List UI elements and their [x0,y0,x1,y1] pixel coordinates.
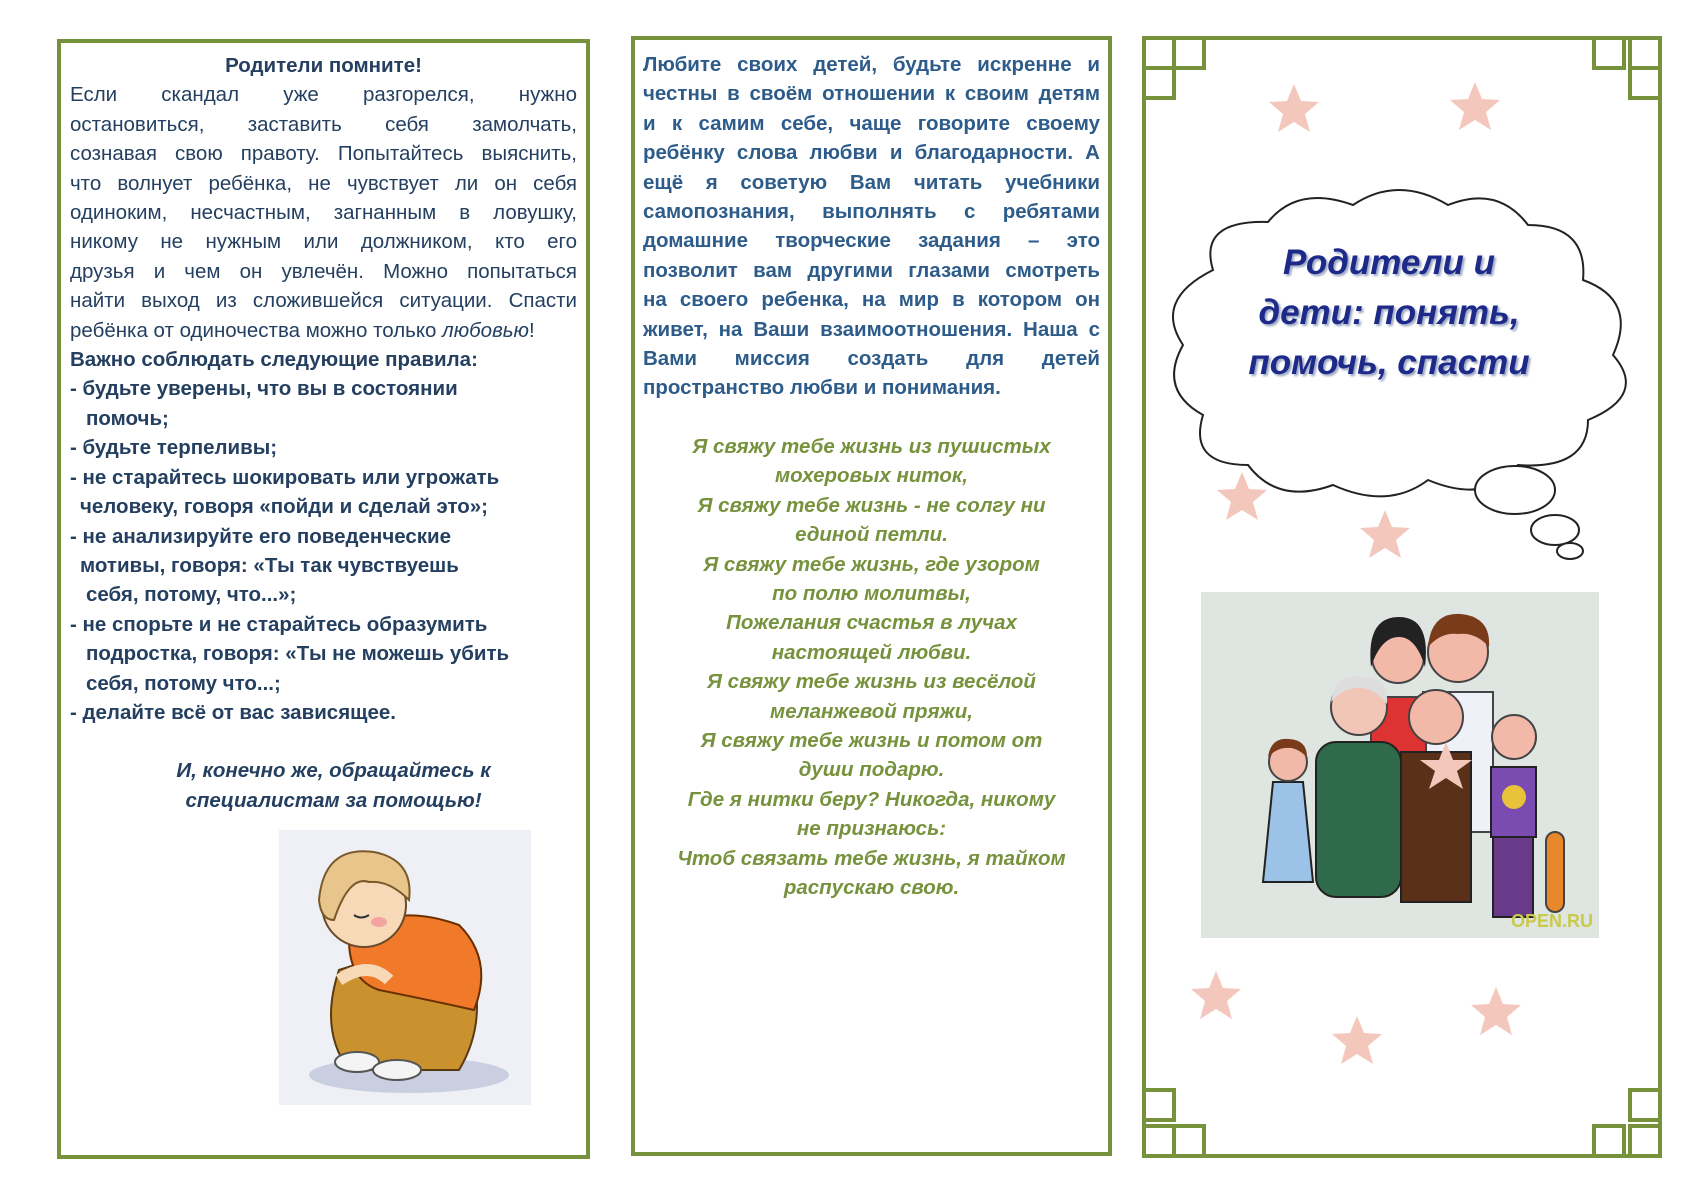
paragraph-line: Любите своих детей, будьте искренне и [643,53,1100,76]
paragraph-line: найти выход из сложившейся ситуации. Спасти [70,289,577,313]
title-line: Родители и [1282,243,1496,282]
brochure-title [1224,238,1554,388]
poem-line: по полю молитвы, [772,581,971,605]
paragraph-text: ребёнка от одиночества можно только [70,318,443,342]
poem-line: Где я нитки беру? Никогда, никому [687,787,1056,811]
family-illustration [1201,592,1599,938]
left-title: Родители помните! [225,54,422,77]
paragraph-line: Если скандал уже разгорелся, нужно [70,83,577,107]
rule-line: подростка, говоря: «Ты не можешь убить [86,642,510,666]
watermark: OPEN.RU [1510,911,1593,931]
poem-line: души подарю. [798,758,945,782]
rule-line: человеку, говоря «пойди и сделай это»; [80,495,488,519]
star-icon [1269,84,1319,132]
poem-line: распускаю свою. [783,875,960,899]
paragraph-line: на своего ребенка, на мир в котором он [643,288,1100,312]
paragraph-line: честны в своём отношении к своим детям [643,82,1100,106]
poem-line: Я свяжу тебе жизнь - не солгу ни [697,493,1046,517]
paragraph-line: позволит вам другими глазами смотреть [643,258,1100,282]
title-line: дети: понять, [1258,293,1520,332]
paragraph-line: остановиться, заставить себя замолчать, [70,112,577,136]
rule-line: - будьте терпеливы; [70,436,278,460]
poem-line: настоящей любви. [771,640,972,664]
title-line: помочь, спасти [1248,343,1530,382]
star-icon [1450,82,1500,130]
rule-line: - не спорьте и не старайтесь образумить [70,612,488,636]
rule-line: помочь; [86,406,169,430]
paragraph-line: одиноким, несчастным, загнанным в ловушку, [70,201,577,225]
paragraph-line: никому не нужным или должником, кто его [70,230,577,254]
star-icon [1191,971,1241,1019]
rule-line: мотивы, говоря: «Ты так чувствуешь [80,553,459,577]
rule-line: себя, потому что...; [86,671,281,695]
paragraph-line: пространство любви и понимания. [643,376,1001,400]
poem-line: мохеровых ниток, [775,464,968,488]
poem-line: Я свяжу тебе жизнь из пушистых [692,434,1051,458]
rule-line: себя, потому, что...»; [86,583,297,607]
poem-line: Я свяжу тебе жизнь, где узором [703,552,1040,576]
poem-line: Я свяжу тебе жизнь из весёлой [707,670,1036,694]
paragraph-line: что волнует ребёнка, не чувствует ли он себя [70,171,577,195]
paragraph-line: самопознания, выполнять с ребятами [643,200,1100,224]
paragraph-line: домашние творческие задания – это [643,229,1100,253]
paragraph-line: ребёнку слова любви и благодарности. А [643,141,1100,165]
poem-line: Я свяжу тебе жизнь и потом от [700,728,1043,752]
star-icon [1471,987,1521,1035]
poem-line: единой петли. [795,523,948,547]
paragraph-line: сознавая свою правоту. Попытайтесь выяснить, [70,142,577,166]
paragraph-line: Вами миссия создать для детей [643,347,1100,371]
poem-line: меланжевой пряжи, [770,699,973,723]
emphasis-word: любовью [442,318,529,342]
rules-heading: Важно соблюдать следующие правила: [70,348,478,372]
call-line: специалистам за помощью! [185,788,482,812]
poem-line: Пожелания счастья в лучах [726,611,1017,635]
paragraph-line: и к самим себе, чаще говорите своему [643,111,1100,135]
poem-line: не признаюсь: [796,817,947,841]
rule-line: - не старайтесь шокировать или угрожать [70,465,500,489]
rule-line: - не анализируйте его поведенческие [70,524,452,548]
paragraph-line: живет, на Ваши взаимоотношения. Наша с [643,317,1100,341]
rule-line: - будьте уверены, что вы в состоянии [70,377,458,401]
paragraph-text: ! [528,318,535,342]
paragraph-line: друзья и чем он увлечён. Можно попытаться [70,259,577,283]
poem-line: Чтоб связать тебе жизнь, я тайком [677,846,1066,870]
star-icon [1332,1016,1382,1064]
call-line: И, конечно же, обращайтесь к [176,759,491,783]
paragraph-line: ещё я советую Вам читать учебники [643,170,1100,194]
rule-line: - делайте всё от вас зависящее. [70,700,396,724]
